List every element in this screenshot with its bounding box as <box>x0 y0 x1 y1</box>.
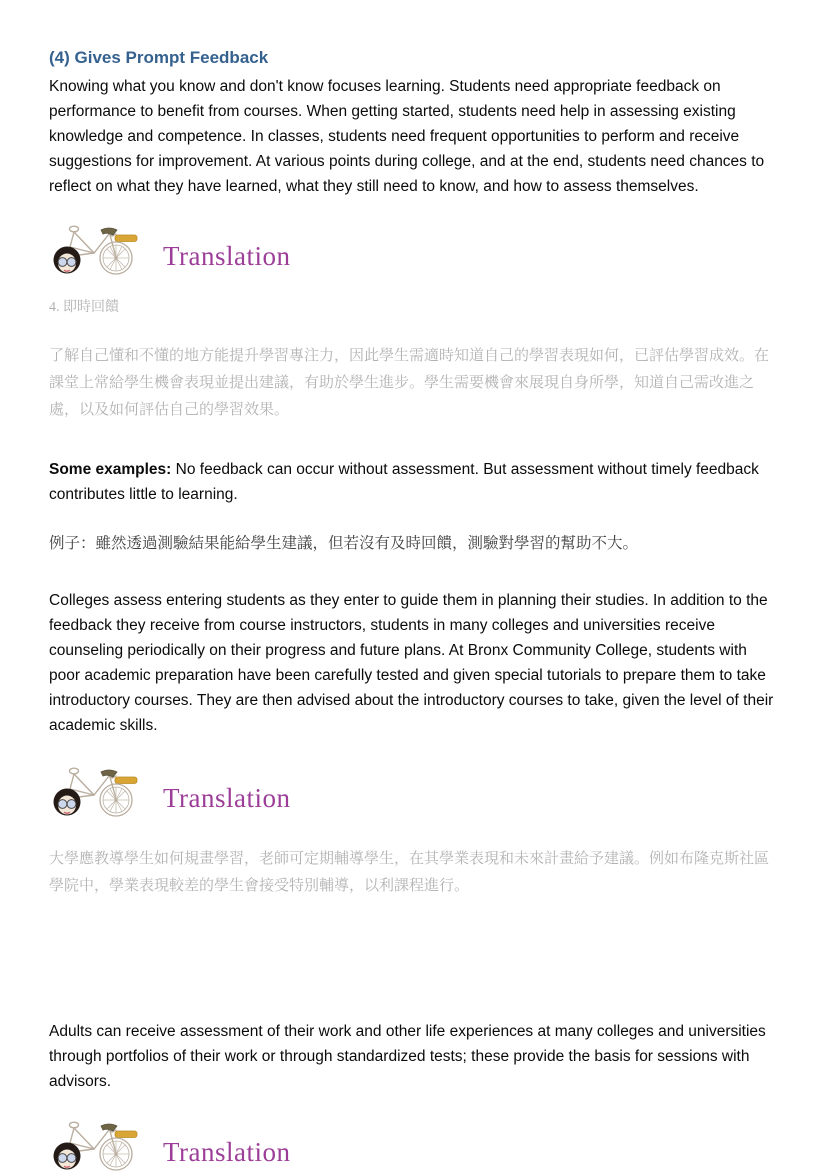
adults-paragraph: Adults can receive assessment of their work and other life experiences at many colleges and universities through portfolios of their work or through standardized tests; these provide the basis for sessions with advisors. <box>49 1023 766 1090</box>
intro-paragraph: Knowing what you know and don't know focuses learning. Students need appropriate feedback on performance to benefit from courses. When getting started, students need help in assessing existing knowledge and competence. In classes, students need frequent opportunities to perform and receive suggestions for improvement. At various points during college, and at the end, students need chances to reflect on what they have learned, what they still need to know, and how to assess themselves. <box>49 78 765 195</box>
bicycle-translator-icon <box>49 764 167 819</box>
translator-face-icon <box>54 789 81 816</box>
translation-logo <box>49 222 778 277</box>
examples-text: No feedback can occur without assessment. But assessment without timely feedback contributes little to learning. <box>49 461 759 503</box>
zh-examples-sentence: 例子：雖然透過測驗結果能給學生建議，但若沒有及時回饋，測驗對學習的幫助不大。 <box>49 535 639 552</box>
translation-logo-label: Translation <box>163 241 291 271</box>
colleges-paragraph: Colleges assess entering students as they enter to guide them in planning their studies. In addition to the feedback they receive from course instructors, students in many colleges and universities receive counseling periodically on their progress and future plans. At Bronx Community College, students with poor academic preparation have been carefully tested and given special tutorials to prepare them to take introductory courses. They are then advised about the introductory courses to take, given the level of their academic skills. <box>49 592 774 734</box>
translation-logo <box>49 764 778 819</box>
translator-face-icon <box>54 247 81 274</box>
bicycle-translator-icon <box>49 1118 167 1173</box>
zh-intro-paragraph: 了解自己懂和不懂的地方能提升學習專注力，因此學生需適時知道自己的學習表現如何，已評估學習成效。在課堂上常給學生機會表現並提出建議，有助於學生進步。學生需要機會來展現自身所學，知道自己需改進之處，以及如何評估自己的學習效果。 <box>49 348 770 418</box>
translation-logo <box>49 1118 778 1173</box>
section-heading: (4) Gives Prompt Feedback <box>49 48 269 67</box>
bicycle-translator-icon <box>49 222 167 277</box>
zh-section-heading: 4. 即時回饋 <box>49 300 119 315</box>
examples-paragraph <box>49 457 778 507</box>
examples-label: Some examples: <box>49 461 172 478</box>
translation-logo-label: Translation <box>163 783 291 813</box>
translator-face-icon <box>54 1143 81 1170</box>
zh-colleges-paragraph: 大學應教導學生如何規畫學習，老師可定期輔導學生，在其學業表現和未來計畫給予建議。例如布隆克斯社區學院中，學業表現較差的學生會接受特別輔導，以利課程進行。 <box>49 851 770 894</box>
translation-logo-label: Translation <box>163 1137 291 1167</box>
